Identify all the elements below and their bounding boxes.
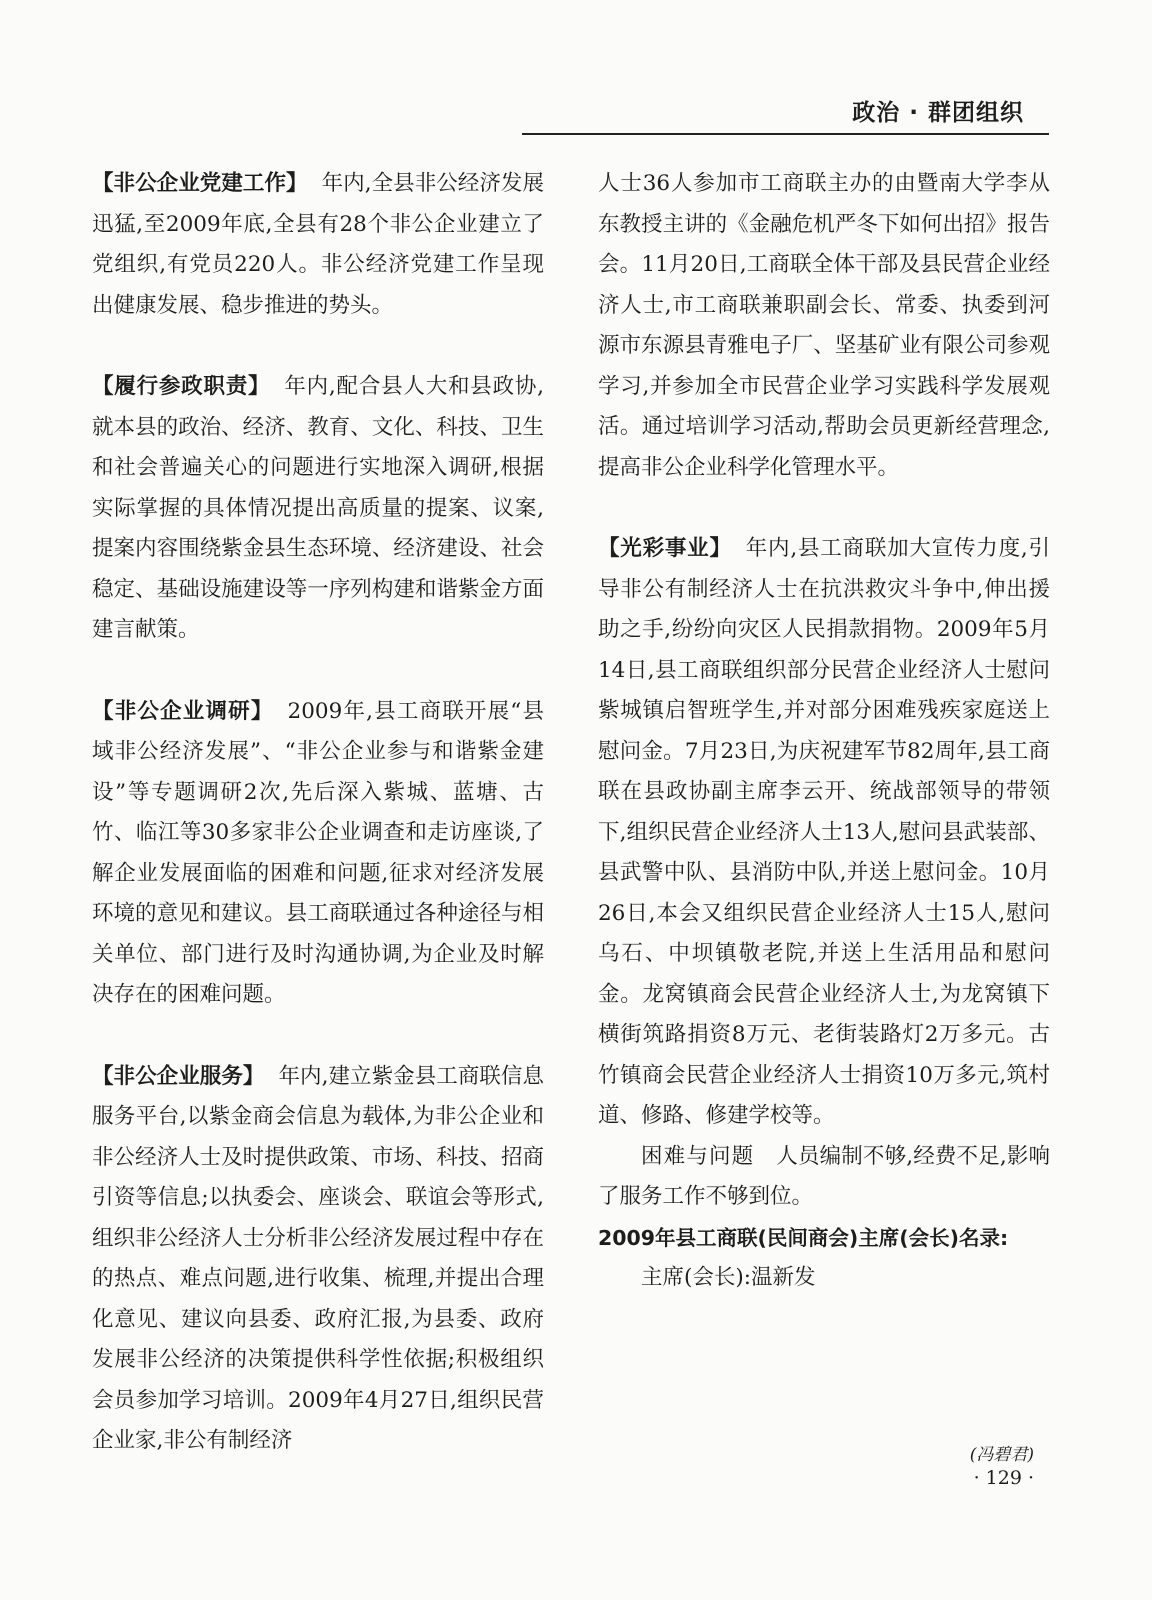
paragraph-enterprise-service-continued: 人士36人参加市工商联主办的由暨南大学李从东教授主讲的《金融危机严冬下如何出招》报告会。11月20日,工商联全体干部及县民营企业经济人士,市工商联兼职副会长、常委、执委到河源市东源县青雅电子厂、坚基矿业有限公司参观学习,并参加全市民营企业学习实践科学发展观活。通过培训学习活动,帮助会员更新经营理念,提高非公企业科学化管理水平。 bbox=[598, 171, 1050, 480]
paragraph-party-building bbox=[92, 164, 544, 326]
body-guangcai: 年内,县工商联加大宣传力度,引导非公有制经济人士在抗洪救灾斗争中,伸出援助之手,纷纷向灾区人民捐款捐物。2009年5月14日,县工商联组织部分民营企业经济人士慰问紫城镇启智班学生,并对部分困难残疾家庭送上慰问金。7月23日,为庆祝建军节82周年,县工商联在县政协副主席李云开、统战部领导的带领下,组织民营企业经济人士13人,慰问县武装部、县武警中队、县消防中队,并送上慰问金。10月26日,本会又组织民营企业经济人士15人,慰问乌石、中坝镇敬老院,并送上生活用品和慰问金。龙窝镇商会民营企业经济人士,为龙窝镇下横街筑路捐资8万元、老街装路灯2万多元。古竹镇商会民营企业经济人士捐资10万多元,筑村道、修路、修建学校等。 bbox=[598, 536, 1050, 1128]
author-credit: (冯碧君) bbox=[969, 1445, 1034, 1465]
body-enterprise-service: 年内,建立紫金县工商联信息服务平台,以紫金商会信息为载体,为非公企业和非公经济人士及时提供政策、市场、科技、招商引资等信息;以执委会、座谈会、联谊会等形式,组织非公经济人士分析非公经济发展过程中存在的热点、难点问题,进行收集、梳理,并提出合理化意见、建议向县委、政府汇报,为县委、政府发展非公经济的决策提供科学性依据;积极组织会员参加学习培训。2009年4月27日,组织民营企业家,非公有制经济 bbox=[92, 1063, 544, 1453]
heading-issues: 困难与问题 bbox=[641, 1143, 755, 1169]
body-party-building: 年内,全县非公经济发展迅猛,至2009年底,全县有28个非公企业建立了党组织,有党员220人。非公经济党建工作呈现出健康发展、稳步推进的势头。 bbox=[92, 171, 544, 318]
heading-enterprise-service: 【非公企业服务】 bbox=[92, 1063, 265, 1089]
body-political-duty: 年内,配合县人大和县政协,就本县的政治、经济、教育、文化、科技、卫生和社会普遍关心的问题进行实地深入调研,根据实际掌握的具体情况提出高质量的提案、议案,提案内容围绕紫金县生态环境、经济建设、社会稳定、基础设施建设等一序列构建和谐紫金方面建言献策。 bbox=[92, 374, 544, 642]
heading-party-building: 【非公企业党建工作】 bbox=[92, 171, 308, 196]
list-title: 2009年县工商联(民间商会)主席(会长)名录: bbox=[598, 1225, 1009, 1250]
paragraph-political-duty bbox=[92, 367, 544, 651]
body-issues: 人员编制不够,经费不足,影响了服务工作不够到位。 bbox=[598, 1143, 1050, 1209]
heading-political-duty: 【履行参政职责】 bbox=[92, 374, 271, 399]
chair-line: 主席(会长):温新发 bbox=[641, 1265, 816, 1290]
section-title: 政治 · 群团组织 bbox=[852, 100, 1024, 126]
heading-enterprise-research: 【非公企业调研】 bbox=[92, 698, 274, 724]
header-rule bbox=[522, 133, 1049, 135]
right-column bbox=[598, 164, 1050, 1299]
left-column bbox=[92, 164, 544, 1462]
paragraph-issues bbox=[598, 1137, 1050, 1218]
paragraph-enterprise-research bbox=[92, 692, 544, 1016]
paragraph-guangcai bbox=[598, 529, 1050, 1137]
body-enterprise-research: 2009年,县工商联开展“县域非公经济发展”、“非公企业参与和谐紫金建设”等专题调研2次,先后深入紫城、蓝塘、古竹、临江等30多家非公企业调查和走访座谈,了解企业发展面临的困难和问题,征求对经济发展环境的意见和建议。县工商联通过各种途径与相关单位、部门进行及时沟通协调,为企业及时解决存在的困难问题。 bbox=[92, 698, 544, 1007]
heading-guangcai: 【光彩事业】 bbox=[598, 536, 732, 561]
paragraph-enterprise-service bbox=[92, 1057, 544, 1462]
page-number: · 129 · bbox=[973, 1467, 1034, 1489]
